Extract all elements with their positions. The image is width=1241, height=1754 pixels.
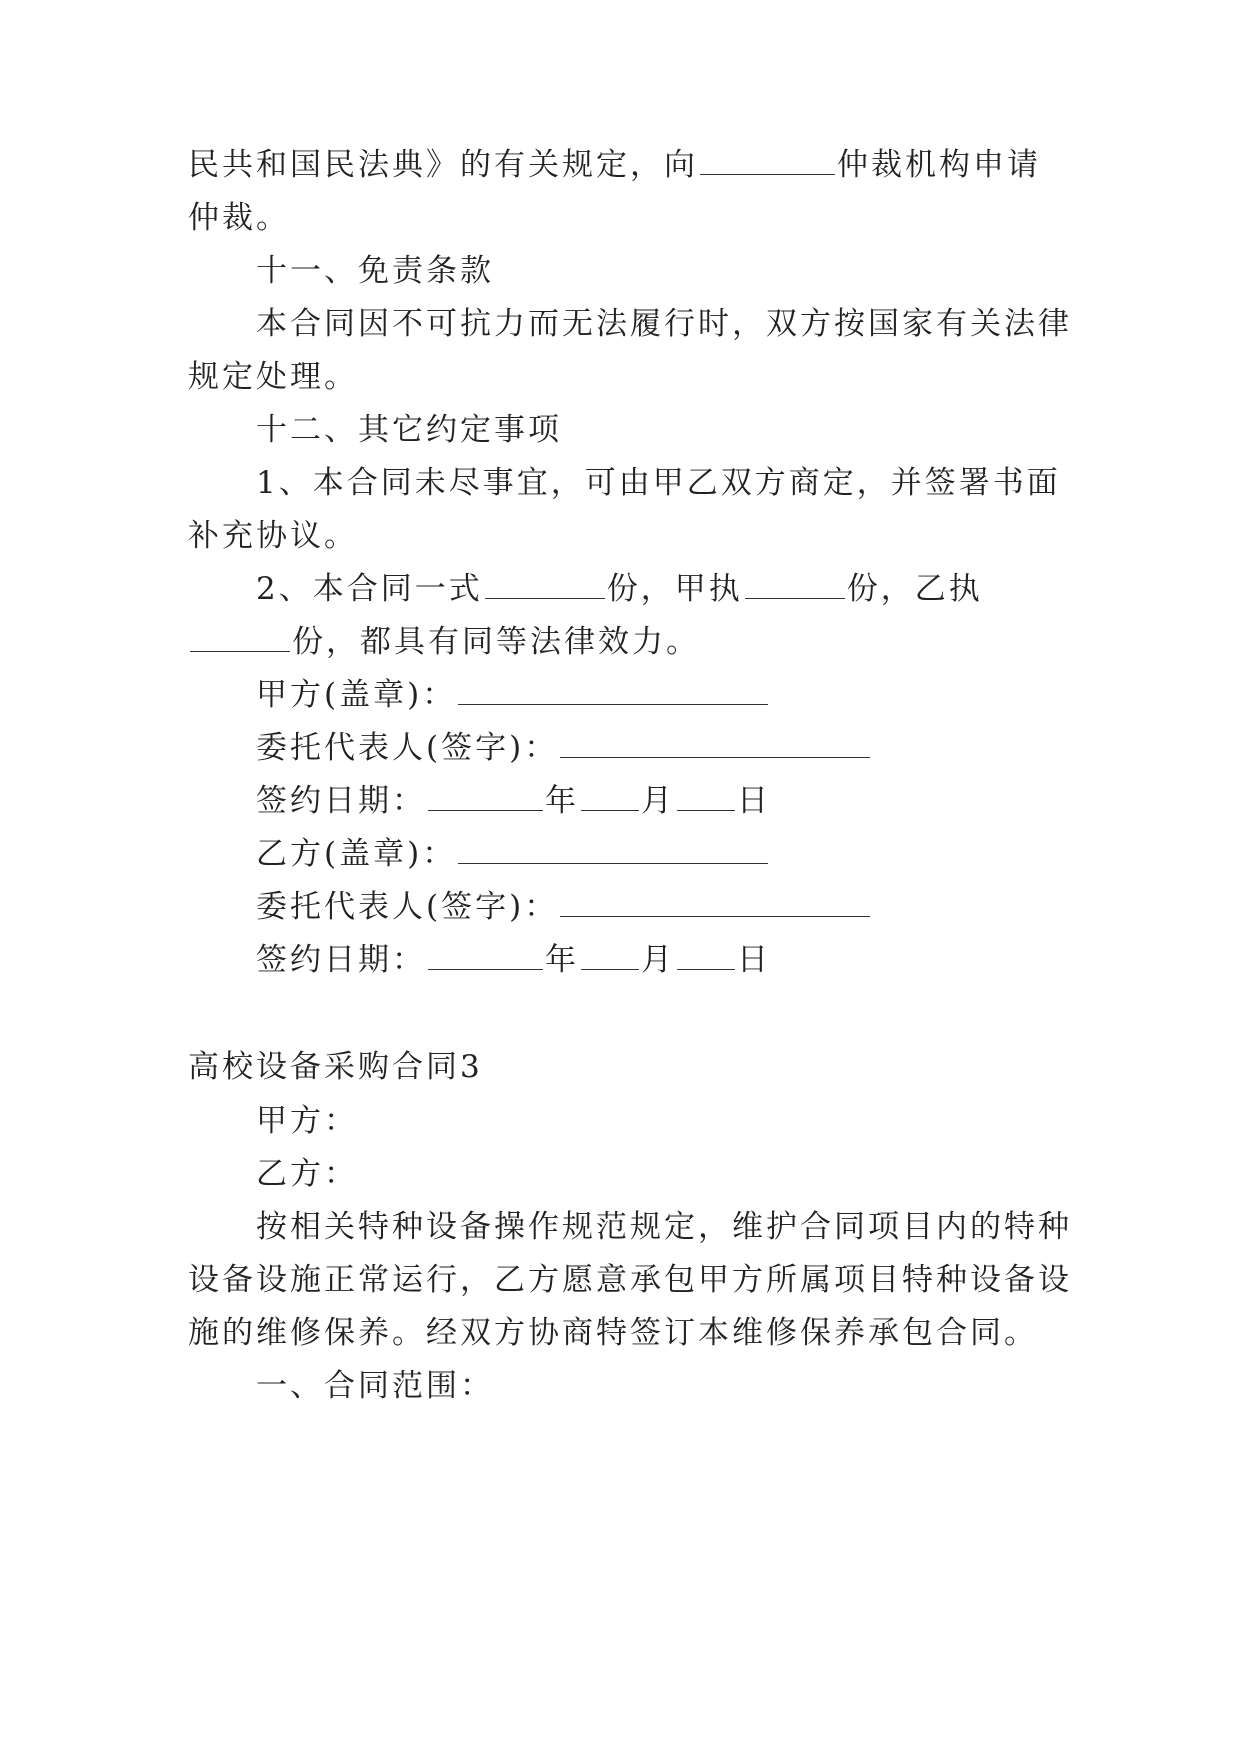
text-line: 设备设施正常运行，乙方愿意承包甲方所属项目特种设备设 — [188, 1262, 1072, 1298]
text-line: 施的维修保养。经双方协商特签订本维修保养承包合同。 — [188, 1315, 1038, 1351]
text-line: 仲裁。 — [188, 200, 290, 236]
date-line — [256, 773, 1121, 829]
signature-line — [256, 667, 1121, 723]
text-fragment: 份，乙执 — [846, 571, 983, 607]
signature-line — [256, 879, 1121, 935]
text-fragment: 民共和国民法典》的有关规定，向 — [188, 147, 698, 183]
signature-line — [256, 720, 1121, 776]
field-label: 委托代表人(签字)： — [256, 889, 559, 925]
blank-field — [677, 785, 735, 811]
field-label: 委托代表人(签字)： — [256, 730, 559, 766]
text-line: 补充协议。 — [188, 518, 358, 554]
blank-field — [560, 732, 870, 758]
signature-line — [256, 826, 1121, 882]
field-label: 签约日期： — [256, 783, 426, 819]
date-unit: 月 — [641, 942, 675, 978]
text-line: 本合同因不可抗力而无法履行时，双方按国家有关法律 — [256, 306, 1072, 342]
text-line: 乙方： — [256, 1156, 358, 1192]
blank-field — [560, 891, 870, 917]
text-line: 按相关特种设备操作规范规定，维护合同项目内的特种 — [256, 1209, 1072, 1245]
date-unit: 月 — [641, 783, 675, 819]
text-line — [188, 614, 1053, 670]
blank-field — [458, 679, 768, 705]
text-fragment: 仲裁机构申请 — [837, 147, 1041, 183]
date-unit: 日 — [737, 942, 771, 978]
blank-field — [458, 838, 768, 864]
blank-field — [428, 944, 543, 970]
blank-field — [485, 573, 605, 599]
blank-field — [581, 944, 639, 970]
text-fragment: 2、本合同一式 — [256, 571, 483, 607]
date-unit: 年 — [545, 942, 579, 978]
blank-field — [190, 626, 290, 652]
text-line: 甲方： — [256, 1103, 358, 1139]
field-label: 乙方(盖章)： — [256, 836, 457, 872]
text-line — [256, 561, 1121, 617]
section-heading: 十二、其它约定事项 — [256, 412, 562, 448]
date-line — [256, 932, 1121, 988]
section-heading: 十一、免责条款 — [256, 253, 494, 289]
text-line — [188, 137, 1053, 193]
blank-field — [677, 944, 735, 970]
field-label: 签约日期： — [256, 942, 426, 978]
blank-field — [581, 785, 639, 811]
text-fragment: 份，甲执 — [606, 571, 743, 607]
blank-field — [700, 149, 835, 175]
blank-field — [745, 573, 845, 599]
text-fragment: 份，都具有同等法律效力。 — [292, 624, 700, 660]
date-unit: 年 — [545, 783, 579, 819]
date-unit: 日 — [737, 783, 771, 819]
text-line: 1、本合同未尽事宜，可由甲乙双方商定，并签署书面 — [256, 465, 1061, 501]
contract-title: 高校设备采购合同3 — [188, 1049, 483, 1085]
text-line: 规定处理。 — [188, 359, 358, 395]
section-heading: 一、合同范围： — [256, 1368, 494, 1404]
blank-field — [428, 785, 543, 811]
field-label: 甲方(盖章)： — [256, 677, 457, 713]
